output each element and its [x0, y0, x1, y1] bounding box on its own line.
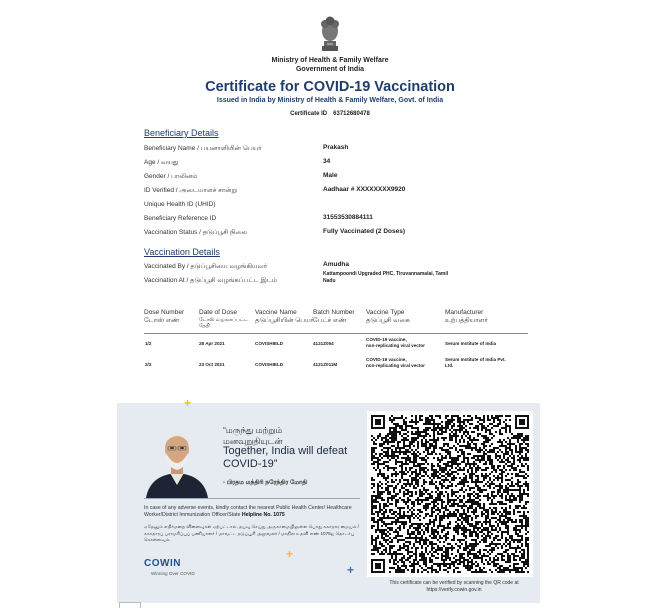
dose-1-type-line2: non-replicating viral vector [366, 343, 425, 348]
id-verified-label: ID Verified / அடையாளச் சான்று [144, 187, 237, 194]
issued-by-line: Issued in India by Ministry of Health & Family Welfare, Govt. of India [216, 97, 444, 104]
vaccinated-at-value-line2: Nadu [323, 278, 336, 284]
header-ta: உற்பத்தியாளர் [445, 317, 488, 324]
certificate-id-label: Certificate ID [290, 111, 328, 117]
certificate-id-value: 63712680478 [333, 111, 370, 117]
dose-1-type-line1: COVID-19 vaccine, [366, 337, 407, 342]
vaccinated-by-value: Amudha [323, 261, 349, 268]
gender-label: Gender / பாலினம் [144, 173, 198, 180]
quote-tamil-line2: மனவுறுதியுடன் [223, 436, 283, 446]
beneficiary-details-heading: Beneficiary Details [144, 128, 219, 138]
dose-2-batch: 4121Z011M [313, 362, 338, 367]
helpline-tamil: ஏதேனும் எதிர்மறை விளைவுகள் ஏற்பட்டால், தயவு செய்து அருகாமையிலுள்ள பொது சுகாதார மையம் / சுகாதாரப் பராமரிப்புப் பணியாளர் / மாவட்ட தடுப்பூசி அலுவலர் / மாநில உதவி எண் 1075ஐ தொடர்பு கொள்ளவும். [144, 524, 359, 542]
ministry-name: Ministry of Health & Family Welfare [271, 57, 389, 64]
banner-divider [144, 498, 360, 499]
header-ta: தடுப்பூசி வகை [366, 317, 410, 324]
quote-english: Together, India will defeat COVID-19” [223, 445, 348, 470]
header-ta: தடுப்பூசியின் பெயர் [255, 317, 315, 324]
vaccination-status-value: Fully Vaccinated (2 Doses) [323, 228, 406, 235]
cowin-logo: COWIN [144, 558, 181, 569]
helpline-text: In case of any adverse events, kindly contact the nearest Public Health Center/ Healthcare Worker/District Immunization Officer/State [144, 505, 352, 518]
vaccinated-at-label: Vaccination At / தடுப்பூசி வழங்கப்பட்ட இடம் [144, 277, 278, 284]
helpline-english [144, 505, 364, 519]
quote-tamil [223, 425, 283, 447]
table-header-date-of-dose [199, 309, 248, 329]
pm-attribution: - பிரதம மந்திரி நரேந்திர மோதி [223, 480, 308, 486]
dose-2-type-line2: non-replicating viral vector [366, 363, 425, 368]
header-en: Date of Dose [199, 309, 237, 316]
header-en: Vaccine Type [366, 309, 405, 316]
vaccinated-at-value-line1: Kattampoondi Upgraded PHC, Tiruvannamalai, Tamil [323, 271, 449, 277]
reference-id-value: 31553530884111 [323, 214, 373, 221]
table-divider [144, 333, 528, 334]
pm-portrait-icon [144, 423, 210, 498]
plus-decoration-icon: + [184, 396, 192, 410]
dose-1-manufacturer: Serum Institute of India [445, 341, 497, 346]
table-header-dose-number [144, 309, 184, 325]
dose-1-batch: 4121Z054 [313, 341, 334, 346]
vaccination-status-label: Vaccination Status / தடுப்பூசி நிலை [144, 229, 247, 236]
beneficiary-name-label: Beneficiary Name / பயனாளியின் பெயர் [144, 145, 262, 152]
beneficiary-name-value: Prakash [323, 144, 349, 151]
plus-decoration-icon: + [347, 563, 355, 577]
header-ta-2: தேதி [199, 323, 210, 329]
cowin-tagline: Winning Over COVID [151, 571, 195, 576]
table-header-vaccine-type [366, 309, 410, 325]
page-corner-icon [119, 602, 141, 608]
dose-2-date: 23 Oct 2021 [199, 362, 225, 367]
verification-note [369, 580, 539, 593]
header-en: Batch Number [313, 309, 355, 316]
reference-id-label: Beneficiary Reference ID [144, 215, 217, 222]
quote-tamil-line1: “மருந்து மற்றும் [223, 425, 283, 435]
dose-2-type-line1: COVID-19 vaccine, [366, 357, 407, 362]
table-header-vaccine-name [255, 309, 314, 325]
header-en: Vaccine Name [255, 309, 297, 316]
verification-note-line1: This certificate can be verified by scanning the QR code at [389, 580, 519, 586]
gender-value: Male [323, 172, 338, 179]
age-value: 34 [323, 158, 331, 165]
vaccination-details-heading: Vaccination Details [144, 247, 220, 257]
uhid-label: Unique Health ID (UHID) [144, 201, 216, 208]
ashoka-emblem-icon [318, 14, 342, 54]
qr-code-icon [371, 415, 529, 573]
header-ta: டோஸ் எண் [144, 317, 180, 324]
government-name: Government of India [295, 66, 365, 73]
dose-1-vaccine: COVISHIELD [255, 341, 284, 346]
dose-2-manufacturer-line1: Serum Institute of India Pvt. [445, 357, 506, 362]
plus-decoration-icon: + [286, 547, 294, 561]
certificate-title: Certificate for COVID-19 Vaccination [205, 79, 455, 95]
verification-url: https://verify.cowin.gov.in [426, 586, 482, 593]
vaccinated-by-label: Vaccinated By / தடுப்பூசியை வழங்கியவர் [144, 263, 268, 270]
header-ta: டோஸ் வழங்கப்பட்ட [199, 317, 248, 323]
header-ta: பேட்ச் எண் [313, 317, 347, 324]
age-label: Age / வயது [144, 159, 179, 166]
table-header-batch-number [313, 309, 355, 325]
table-header-manufacturer [445, 309, 488, 325]
helpline-number: Helpline No. 1075 [241, 512, 285, 518]
dose-1-number: 1/2 [145, 341, 152, 346]
dose-2-number: 2/2 [145, 362, 152, 367]
id-verified-value: Aadhaar # XXXXXXXX9920 [323, 186, 406, 193]
dose-2-vaccine: COVISHIELD [255, 362, 284, 367]
dose-2-manufacturer-line2: Ltd. [445, 363, 454, 368]
header-en: Dose Number [144, 309, 185, 316]
header-en: Manufacturer [445, 309, 484, 316]
certificate-id-line [0, 111, 660, 117]
dose-1-date: 28 Apr 2021 [199, 341, 225, 346]
